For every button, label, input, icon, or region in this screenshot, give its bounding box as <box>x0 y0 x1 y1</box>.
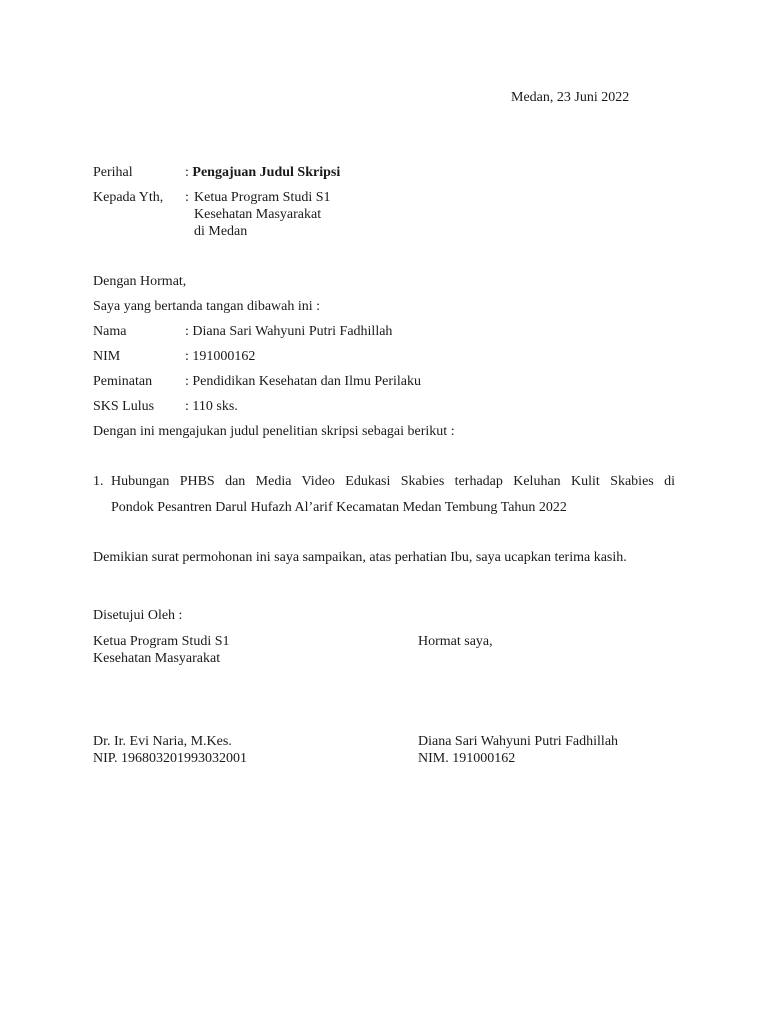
kepada-colon: : <box>185 190 189 205</box>
field-label-nim: NIM <box>93 349 121 364</box>
approved-by: Disetujui Oleh : <box>93 608 183 623</box>
title-number: 1. <box>93 474 104 489</box>
perihal-label: Perihal <box>93 165 133 180</box>
field-value-sks: : 110 sks. <box>185 399 238 414</box>
kepada-line-1: Ketua Program Studi S1 <box>194 190 331 205</box>
field-value-nama: : Diana Sari Wahyuni Putri Fadhillah <box>185 324 393 339</box>
right-sign-title: Hormat saya, <box>418 634 493 649</box>
field-value-peminatan: : Pendidikan Kesehatan dan Ilmu Perilaku <box>185 374 421 389</box>
title-line-1: Hubungan PHBS dan Media Video Edukasi Skabies terhadap Keluhan Kulit Skabies di <box>111 474 675 489</box>
field-label-peminatan: Peminatan <box>93 374 153 389</box>
kepada-label: Kepada Yth, <box>93 190 164 205</box>
kepada-line-2: Kesehatan Masyarakat <box>194 207 322 222</box>
perihal-value: Pengajuan Judul Skripsi <box>192 165 341 180</box>
left-sign-id: NIP. 196803201993032001 <box>93 751 248 766</box>
title-line-2: Pondok Pesantren Darul Hufazh Al’arif Kecamatan Medan Tembung Tahun 2022 <box>111 500 567 515</box>
greeting: Dengan Hormat, <box>93 274 187 289</box>
field-label-nama: Nama <box>93 324 127 339</box>
closing-paragraph: Demikian surat permohonan ini saya sampaikan, atas perhatian Ibu, saya ucapkan terima kasih. <box>93 550 627 565</box>
submission-line: Dengan ini mengajukan judul penelitian skripsi sebagai berikut : <box>93 424 455 439</box>
perihal-value-row: : Pengajuan Judul Skripsi <box>185 165 341 180</box>
intro: Saya yang bertanda tangan dibawah ini : <box>93 299 321 314</box>
left-sign-name: Dr. Ir. Evi Naria, M.Kes. <box>93 734 232 749</box>
letter-date: Medan, 23 Juni 2022 <box>511 90 630 105</box>
left-sign-title-2: Kesehatan Masyarakat <box>93 651 221 666</box>
right-sign-id: NIM. 191000162 <box>418 751 516 766</box>
kepada-line-3: di Medan <box>194 224 248 239</box>
left-sign-title-1: Ketua Program Studi S1 <box>93 634 230 649</box>
field-value-nim: : 191000162 <box>185 349 256 364</box>
field-label-sks: SKS Lulus <box>93 399 155 414</box>
right-sign-name: Diana Sari Wahyuni Putri Fadhillah <box>418 734 619 749</box>
